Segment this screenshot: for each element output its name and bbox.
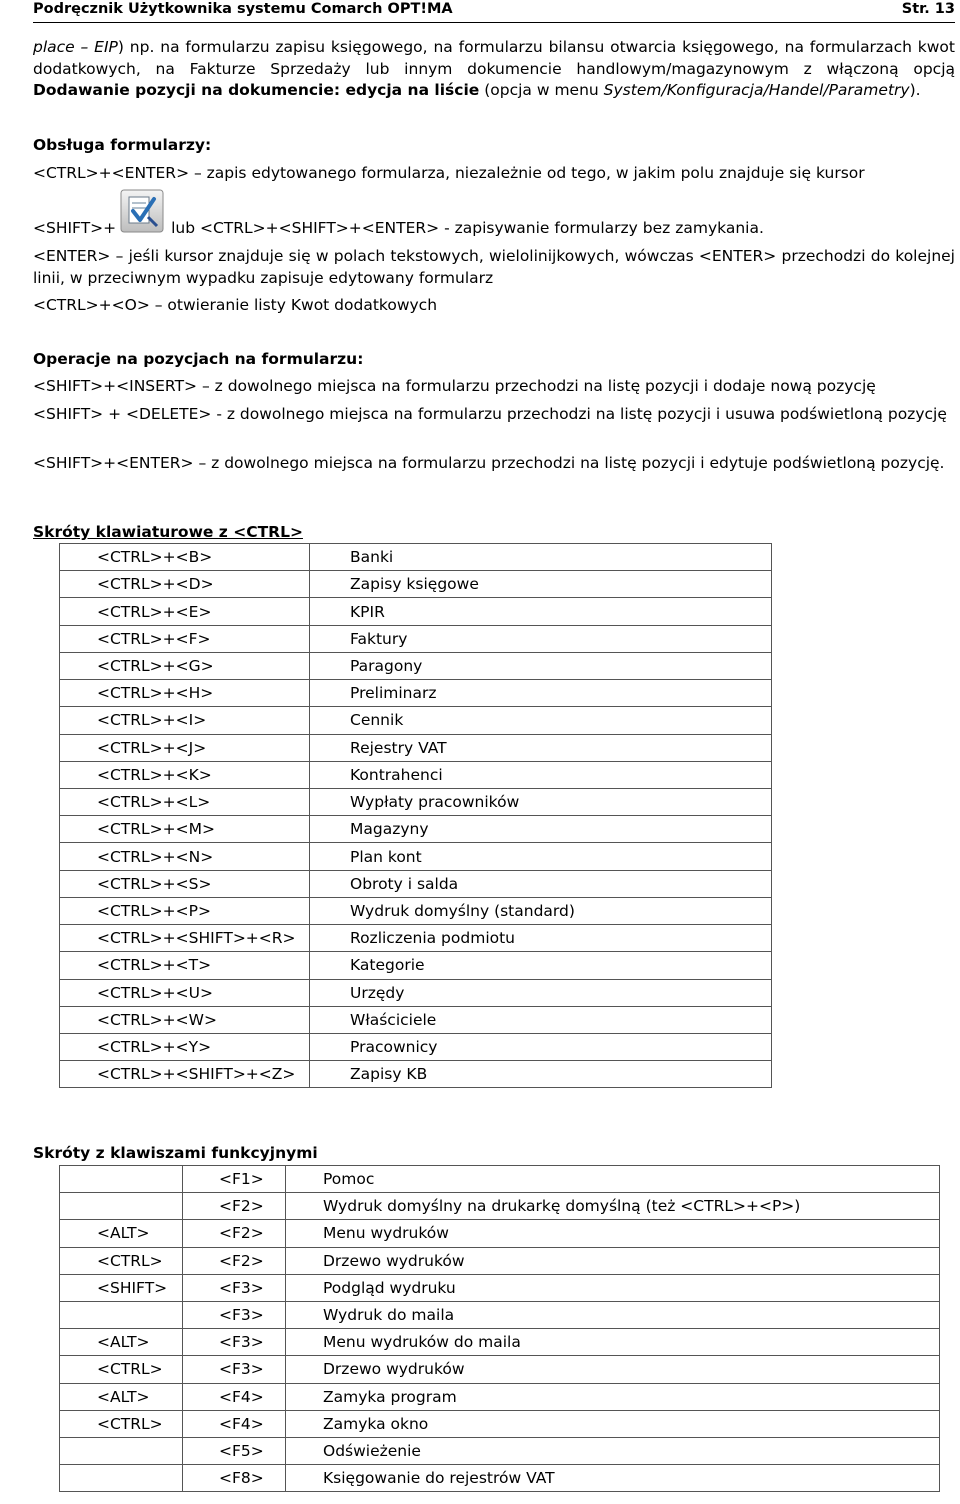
table-row: [60, 1033, 772, 1060]
modifier-key: <CTRL>: [60, 1356, 183, 1383]
positions-line-delete: <SHIFT> + <DELETE> - z dowolnego miejsca na formularzu przechodzi na listę pozycji i usuwa podświetloną pozycję: [33, 405, 947, 423]
positions-title: Operacje na pozycjach na formularzu:: [33, 350, 364, 368]
shortcut-description: Drzewo wydruków: [286, 1356, 940, 1383]
table-row: [60, 680, 772, 707]
ctrl-shortcuts-title: Skróty klawiaturowe z <CTRL>: [33, 523, 303, 541]
function-key: <F3>: [183, 1329, 286, 1356]
function-key: <F2>: [183, 1247, 286, 1274]
shortcut-description: Zamyka okno: [286, 1410, 940, 1437]
document-title: Podręcznik Użytkownika systemu Comarch OPT!MA: [33, 1, 453, 17]
modifier-key: [60, 1193, 183, 1220]
intro-text: ) np. na formularzu zapisu księgowego, na formularzu bilansu otwarcia księgowego, na formularzach kwot dodatkowych, na Fakturze Sprzedaży lub innym dokumencie handlowym/magazynowym z włączoną opcją: [33, 38, 955, 78]
modifier-key: [60, 1437, 183, 1464]
shortcut-description: Faktury: [310, 625, 772, 652]
shortcut-description: Wypłaty pracowników: [310, 788, 772, 815]
shortcut-key: <CTRL>+<L>: [60, 788, 310, 815]
forms-line-enter: <ENTER> – jeśli kursor znajduje się w polach tekstowych, wielolinijkowych, wówczas <ENTER> przechodzi do kolejnej linii, w przeciwnym wypadku zapisuje edytowany formularz: [33, 247, 955, 287]
table-row: [60, 734, 772, 761]
function-key: <F4>: [183, 1383, 286, 1410]
table-row: [60, 843, 772, 870]
modifier-key: <ALT>: [60, 1329, 183, 1356]
shortcut-key: <CTRL>+<E>: [60, 598, 310, 625]
shortcut-key: <CTRL>+<I>: [60, 707, 310, 734]
table-row: [60, 1061, 772, 1088]
shortcut-key: <CTRL>+<M>: [60, 816, 310, 843]
table-row: [60, 1274, 940, 1301]
shortcut-key: <CTRL>+<N>: [60, 843, 310, 870]
table-row: [60, 1301, 940, 1328]
modifier-key: [60, 1166, 183, 1193]
shortcut-description: Zapisy KB: [310, 1061, 772, 1088]
forms-shift-pre: <SHIFT>+: [33, 219, 117, 237]
fn-shortcuts-title: Skróty z klawiszami funkcyjnymi: [33, 1144, 318, 1162]
shortcut-key: <CTRL>+<U>: [60, 979, 310, 1006]
table-row: [60, 571, 772, 598]
shortcut-description: Wydruk do maila: [286, 1301, 940, 1328]
save-check-icon: [120, 189, 164, 233]
shortcut-key: <CTRL>+<J>: [60, 734, 310, 761]
shortcut-description: Kontrahenci: [310, 761, 772, 788]
modifier-key: [60, 1301, 183, 1328]
shortcut-description: Cennik: [310, 707, 772, 734]
shortcut-description: Paragony: [310, 652, 772, 679]
shortcut-description: Zapisy księgowe: [310, 571, 772, 598]
table-row: [60, 952, 772, 979]
page-number: Str. 13: [901, 1, 955, 17]
table-row: [60, 897, 772, 924]
function-key: <F2>: [183, 1193, 286, 1220]
intro-menu-path: System/Konfiguracja/Handel/Parametry: [603, 81, 910, 99]
shortcut-key: <CTRL>+<SHIFT>+<R>: [60, 925, 310, 952]
table-row: [60, 598, 772, 625]
shortcut-key: <CTRL>+<S>: [60, 870, 310, 897]
table-row: [60, 1410, 940, 1437]
function-key: <F3>: [183, 1301, 286, 1328]
table-row: [60, 1166, 940, 1193]
shortcut-description: Rejestry VAT: [310, 734, 772, 761]
table-row: [60, 1356, 940, 1383]
intro-paragraph: [33, 37, 955, 102]
shortcut-key: <CTRL>+<H>: [60, 680, 310, 707]
table-row: [60, 1383, 940, 1410]
modifier-key: <SHIFT>: [60, 1274, 183, 1301]
shortcut-description: Rozliczenia podmiotu: [310, 925, 772, 952]
table-row: [60, 979, 772, 1006]
intro-end: ).: [909, 81, 921, 99]
forms-line-ctrl-enter: <CTRL>+<ENTER> – zapis edytowanego formularza, niezależnie od tego, w jakim polu znajduje się kursor: [33, 164, 865, 182]
table-row: [60, 925, 772, 952]
shortcut-description: Wydruk domyślny na drukarkę domyślną (też <CTRL>+<P>): [286, 1193, 940, 1220]
table-row: [60, 788, 772, 815]
table-row: [60, 816, 772, 843]
table-row: [60, 1437, 940, 1464]
function-key: <F2>: [183, 1220, 286, 1247]
shortcut-description: Księgowanie do rejestrów VAT: [286, 1465, 940, 1492]
shortcut-description: Urzędy: [310, 979, 772, 1006]
function-key: <F4>: [183, 1410, 286, 1437]
function-key: <F5>: [183, 1437, 286, 1464]
positions-line-insert: <SHIFT>+<INSERT> – z dowolnego miejsca na formularzu przechodzi na listę pozycji i dodaje nową pozycję: [33, 377, 876, 395]
shortcut-description: Pomoc: [286, 1166, 940, 1193]
shortcut-key: <CTRL>+<B>: [60, 544, 310, 571]
forms-title: Obsługa formularzy:: [33, 136, 212, 154]
shortcut-key: <CTRL>+<Y>: [60, 1033, 310, 1060]
forms-shift-post: lub <CTRL>+<SHIFT>+<ENTER> - zapisywanie formularzy bez zamykania.: [166, 219, 764, 237]
modifier-key: <CTRL>: [60, 1247, 183, 1274]
function-key: <F8>: [183, 1465, 286, 1492]
modifier-key: <ALT>: [60, 1220, 183, 1247]
table-row: [60, 1193, 940, 1220]
shortcut-description: Podgląd wydruku: [286, 1274, 940, 1301]
shortcut-key: <CTRL>+<P>: [60, 897, 310, 924]
table-row: [60, 761, 772, 788]
table-row: [60, 544, 772, 571]
function-key: <F1>: [183, 1166, 286, 1193]
shortcut-key: <CTRL>+<SHIFT>+<Z>: [60, 1061, 310, 1088]
shortcut-description: Drzewo wydruków: [286, 1247, 940, 1274]
shortcut-description: Odświeżenie: [286, 1437, 940, 1464]
function-key: <F3>: [183, 1274, 286, 1301]
shortcut-description: Wydruk domyślny (standard): [310, 897, 772, 924]
shortcut-key: <CTRL>+<G>: [60, 652, 310, 679]
shortcut-description: Magazyny: [310, 816, 772, 843]
intro-italic: place – EIP: [33, 38, 118, 56]
shortcut-key: <CTRL>+<W>: [60, 1006, 310, 1033]
fn-shortcuts-table: [59, 1165, 940, 1492]
table-row: [60, 625, 772, 652]
table-row: [60, 652, 772, 679]
shortcut-description: Właściciele: [310, 1006, 772, 1033]
table-row: [60, 1329, 940, 1356]
forms-line-ctrl-o: <CTRL>+<O> – otwieranie listy Kwot dodatkowych: [33, 296, 438, 314]
positions-line-enter: <SHIFT>+<ENTER> – z dowolnego miejsca na formularzu przechodzi na listę pozycji i edytuje podświetloną pozycję.: [33, 454, 945, 472]
modifier-key: [60, 1465, 183, 1492]
shortcut-description: Plan kont: [310, 843, 772, 870]
intro-menu-pre: (opcja w menu: [479, 81, 604, 99]
shortcut-description: Banki: [310, 544, 772, 571]
shortcut-description: KPIR: [310, 598, 772, 625]
shortcut-key: <CTRL>+<F>: [60, 625, 310, 652]
modifier-key: <ALT>: [60, 1383, 183, 1410]
shortcut-description: Pracownicy: [310, 1033, 772, 1060]
shortcut-description: Preliminarz: [310, 680, 772, 707]
table-row: [60, 870, 772, 897]
shortcut-key: <CTRL>+<D>: [60, 571, 310, 598]
table-row: [60, 1247, 940, 1274]
shortcut-description: Obroty i salda: [310, 870, 772, 897]
table-row: [60, 1465, 940, 1492]
shortcut-key: <CTRL>+<T>: [60, 952, 310, 979]
shortcut-description: Menu wydruków do maila: [286, 1329, 940, 1356]
table-row: [60, 1006, 772, 1033]
shortcut-description: Kategorie: [310, 952, 772, 979]
intro-bold-option: Dodawanie pozycji na dokumencie: edycja na liście: [33, 81, 480, 99]
shortcut-key: <CTRL>+<K>: [60, 761, 310, 788]
table-row: [60, 707, 772, 734]
modifier-key: <CTRL>: [60, 1410, 183, 1437]
table-row: [60, 1220, 940, 1247]
page-header: [33, 0, 955, 23]
shortcut-description: Menu wydruków: [286, 1220, 940, 1247]
function-key: <F3>: [183, 1356, 286, 1383]
ctrl-shortcuts-table: [59, 543, 772, 1088]
shortcut-description: Zamyka program: [286, 1383, 940, 1410]
